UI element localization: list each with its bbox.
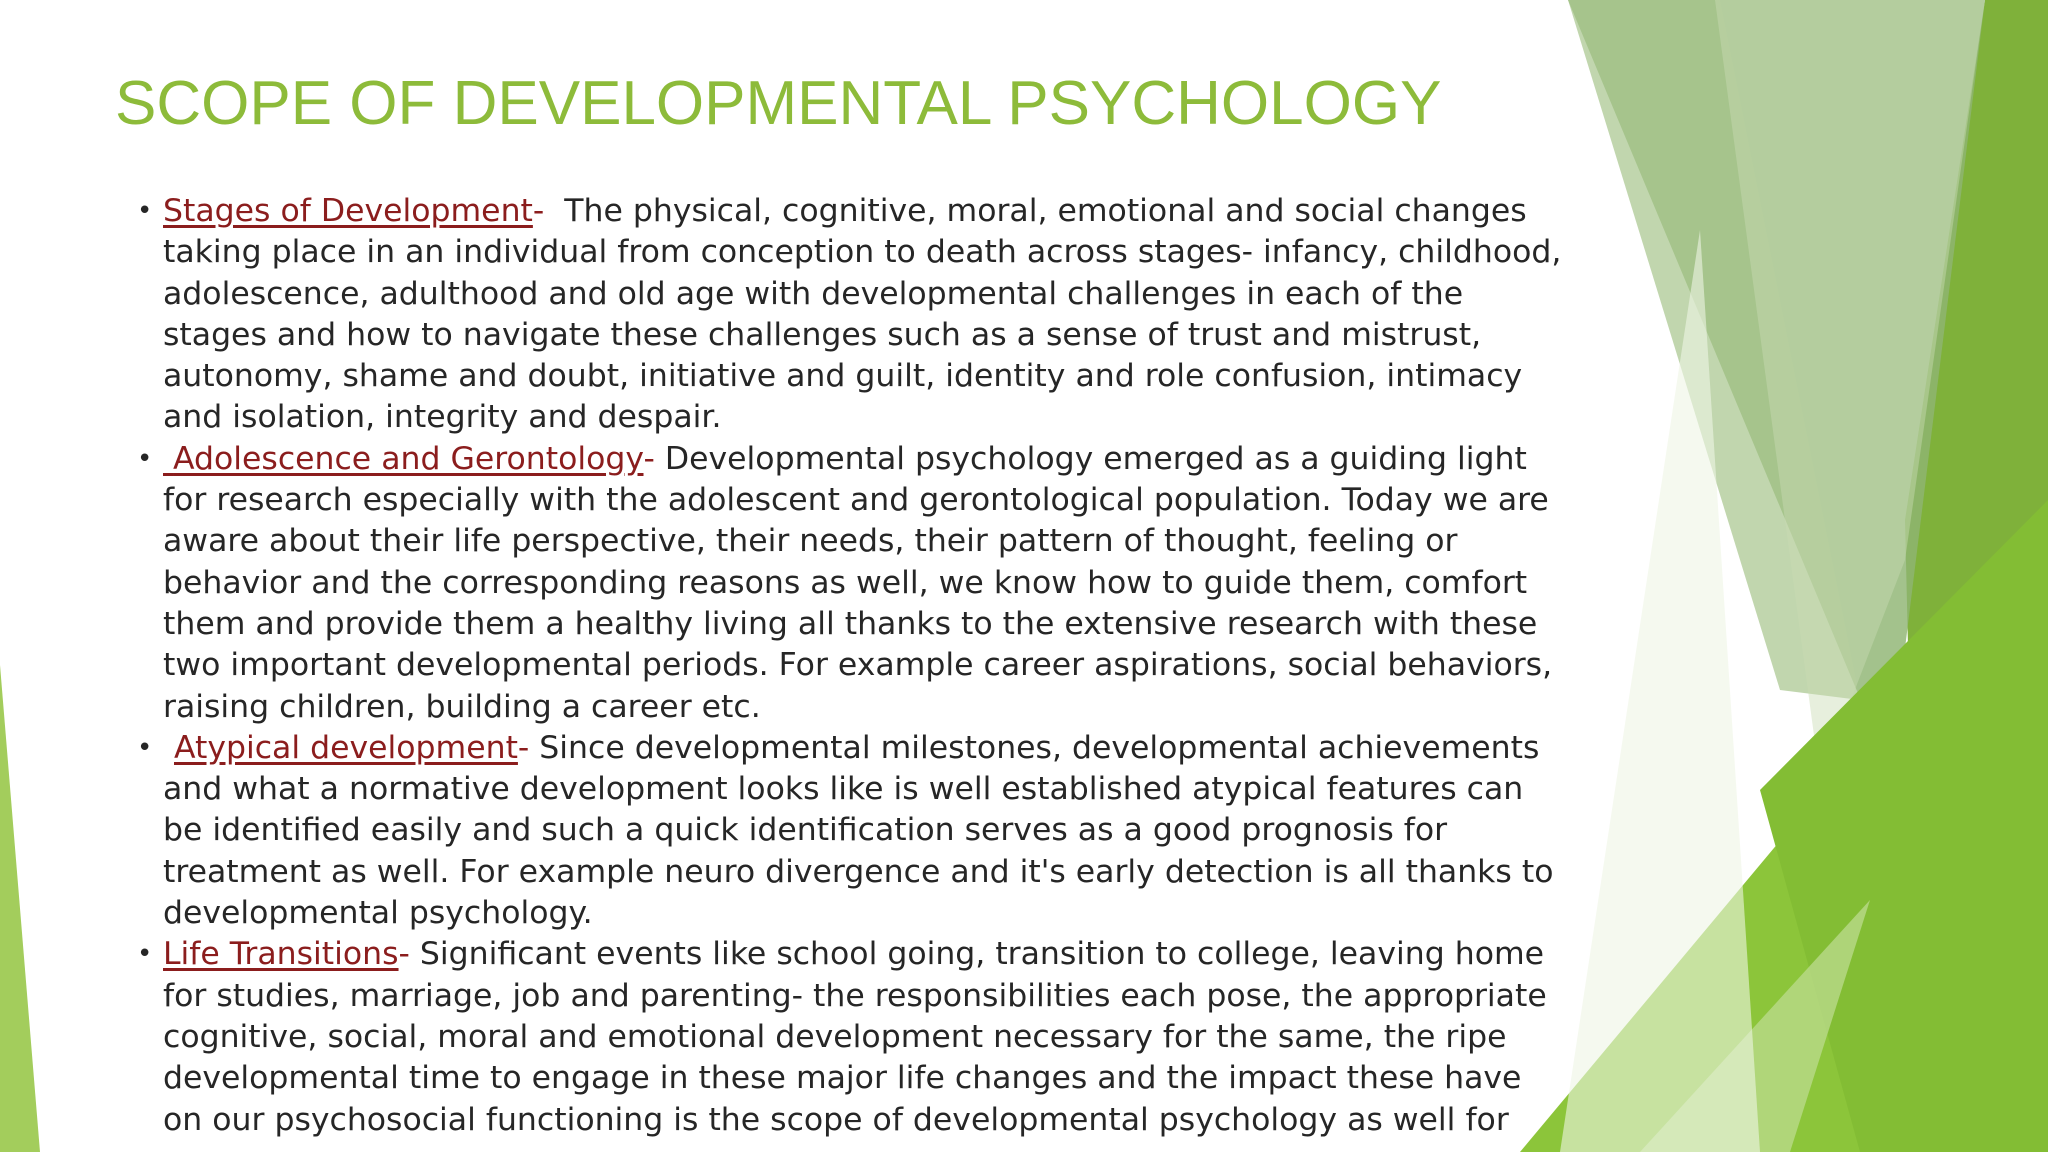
bullet-dot: •	[137, 443, 153, 474]
link-stages-of-development[interactable]: Stages of Development	[163, 193, 533, 229]
link-life-transitions[interactable]: Life Transitions	[163, 936, 399, 973]
term-separator: -	[517, 729, 530, 766]
bullet-text: Significant events like school going, transition to college, leaving home for studies, marriage, job and parenting- the responsibilities each pose, the appropriate cognitive, social, moral and emotional development necessary for the same, the ripe developmental time to engage in these major life changes and the impact these have on our psychosocial functioning is the scope of developmental psychology as well for	[163, 936, 1547, 1138]
bullet-life-transitions	[137, 934, 1563, 1140]
link-adolescence-gerontology[interactable]: Adolescence and Gerontology	[163, 440, 644, 477]
bullet-stages-of-development	[137, 191, 1572, 439]
bullet-text: Since developmental milestones, developmental achievements and what a normative development looks like is well established atypical features can be identified easily and such a quick identification serves as a good prognosis for treatment as well. For example neuro divergence and it's early detection is all thanks to developmental psychology.	[163, 729, 1554, 932]
term-separator: -	[532, 193, 545, 229]
bullet-adolescence-gerontology	[137, 439, 1563, 728]
bullet-text: Developmental psychology emerged as a guiding light for research especially with the adolescent and gerontological population. Today we are aware about their life perspective, their needs, their pattern of thought, feeling or behavior and the corresponding reasons as well, we know how to guide them, comfort them and provide them a healthy living all thanks to the extensive research with these two important developmental periods. For example career aspirations, social behaviors, raising children, building a career etc.	[163, 440, 1553, 725]
term-separator: -	[643, 440, 655, 477]
bullet-dot: •	[137, 732, 153, 763]
link-atypical-development[interactable]: Atypical development	[174, 729, 518, 766]
term-separator: -	[398, 936, 410, 973]
bullet-list	[137, 191, 1572, 1141]
bullet-dot: •	[137, 939, 153, 970]
bullet-atypical-development	[137, 728, 1563, 934]
bullet-dot: •	[137, 196, 153, 226]
slide-title: SCOPE OF DEVELOPMENTAL PSYCHOLOGY	[115, 69, 1442, 138]
bullet-text: The physical, cognitive, moral, emotional and social changes taking place in an individual from conception to death across stages- infancy, childhood, adolescence, adulthood and old age with developmental challenges in each of the stages and how to navigate these challenges such as a sense of trust and mistrust, autonomy, shame and doubt, initiative and guilt, identity and role confusion, intimacy and isolation, integrity and despair.	[163, 193, 1572, 436]
